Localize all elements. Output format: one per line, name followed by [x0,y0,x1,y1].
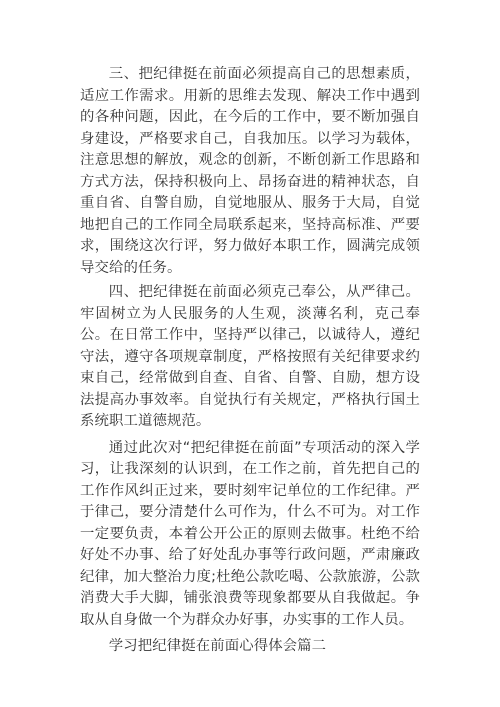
paragraph-summary: 通过此次对“把纪律挺在前面”专项活动的深入学习，让我深刻的认识到，在工作之前，首先把自己的工作作风纠正过来，要时刻牢记单位的工作纪律。严于律己，要分清楚什么可作为，什么不可为。对工作一定要负责，本着公开公正的原则去做事。杜绝不给好处不办事、给了好处乱办事等行政问题，严肃廉政纪律，加大整治力度;杜绝公款吃喝、公款旅游，公款消费大手大脚，铺张浪费等现象都要从自我做起。争取从自身做一个为群众办好事，办实事的工作人员。 [80,439,420,628]
next-section-title: 学习把纪律挺在前面心得体会篇二 [108,638,327,654]
document-body [80,64,420,658]
paragraph-four: 四、把纪律挺在前面必须克己奉公，从严律己。牢固树立为人民服务的人生观，淡薄名利，克己奉公。在日常工作中，坚持严以律己，以诚待人，遵纪守法，遵守各项规章制度，严格按照有关纪律要求约束自己，经常做到自查、自省、自警、自励，想方设法提高办事效率。自觉执行有关规定，严格执行国土系统职工道德规范。 [80,284,420,429]
paragraph-three: 三、把纪律挺在前面必须提高自己的思想素质，适应工作需求。用新的思维去发现、解决工作中遇到的各种问题，因此，在今后的工作中，要不断加强自身建设，严格要求自己，自我加压。以学习为载体，注意思想的解放，观念的创新，不断创新工作思路和方式方法，保持积极向上、昂扬奋进的精神状态，自重自省、自警自励，自觉地服从、服务于大局，自觉地把自己的工作同全局联系起来，坚持高标准、严要求，围绕这次行评，努力做好本职工作，圆满完成领导交给的任务。 [80,66,420,276]
